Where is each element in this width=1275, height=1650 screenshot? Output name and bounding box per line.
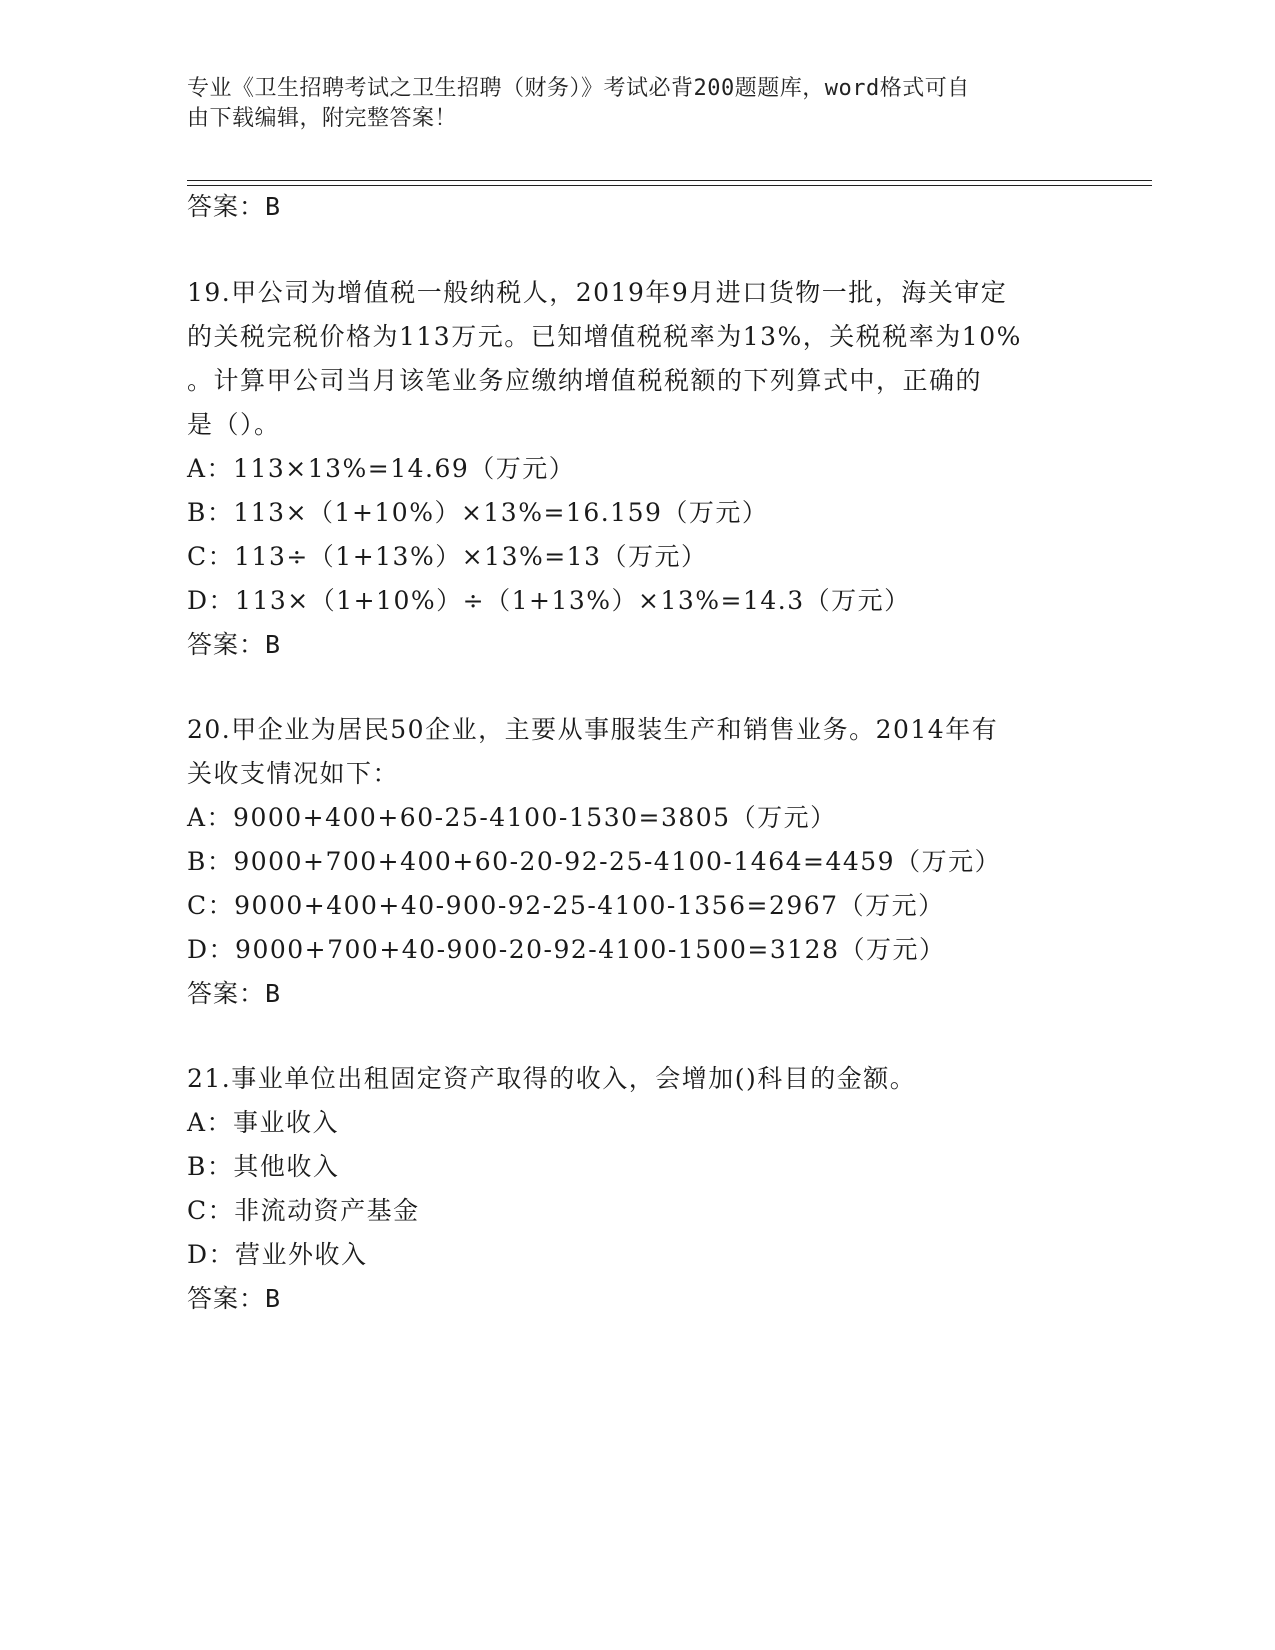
option-b: B：其他收入 — [187, 1152, 340, 1181]
question-text-line: 是（）。 — [187, 410, 281, 439]
answer: 答案：B — [187, 1284, 282, 1313]
header-rule-top — [187, 180, 1152, 181]
question-text-line: 关收支情况如下： — [187, 759, 400, 788]
option-b: B：113×（1+10%）×13%=16.159（万元） — [187, 498, 769, 527]
option-c: C：113÷（1+13%）×13%=13（万元） — [187, 542, 708, 571]
option-a: A：事业收入 — [187, 1108, 340, 1137]
header-line-2: 由下载编辑，附完整答案！ — [187, 106, 458, 131]
question-text-line: 20.甲企业为居民50企业，主要从事服装生产和销售业务。2014年有 — [187, 715, 999, 744]
question-text-line: 的关税完税价格为113万元。已知增值税税率为13%，关税税率为10% — [187, 322, 1022, 351]
option-d: D：113×（1+10%）÷（1+13%）×13%=14.3（万元） — [187, 586, 911, 615]
option-d: D：营业外收入 — [187, 1240, 368, 1269]
previous-answer: 答案：B — [187, 192, 282, 221]
option-c: C：非流动资产基金 — [187, 1196, 420, 1225]
header-line-1: 专业《卫生招聘考试之卫生招聘（财务）》考试必背200题题库，word格式可自 — [187, 76, 970, 101]
page-header — [187, 74, 1087, 134]
answer: 答案：B — [187, 979, 282, 1008]
option-b: B：9000+700+400+60-20-92-25-4100-1464=4459（万元） — [187, 847, 1002, 876]
question-text-line: 19.甲公司为增值税一般纳税人，2019年9月进口货物一批，海关审定 — [187, 278, 1008, 307]
answer: 答案：B — [187, 630, 282, 659]
question-text-line: 。计算甲公司当月该笔业务应缴纳增值税税额的下列算式中，正确的 — [187, 366, 983, 395]
option-d: D：9000+700+40-900-20-92-4100-1500=3128（万元） — [187, 935, 946, 964]
header-rule-bottom — [187, 185, 1152, 186]
option-a: A：9000+400+60-25-4100-1530=3805（万元） — [187, 803, 837, 832]
question-text-line: 21.事业单位出租固定资产取得的收入，会增加()科目的金额。 — [187, 1064, 917, 1093]
option-a: A：113×13%=14.69（万元） — [187, 454, 576, 483]
option-c: C：9000+400+40-900-92-25-4100-1356=2967（万元） — [187, 891, 945, 920]
